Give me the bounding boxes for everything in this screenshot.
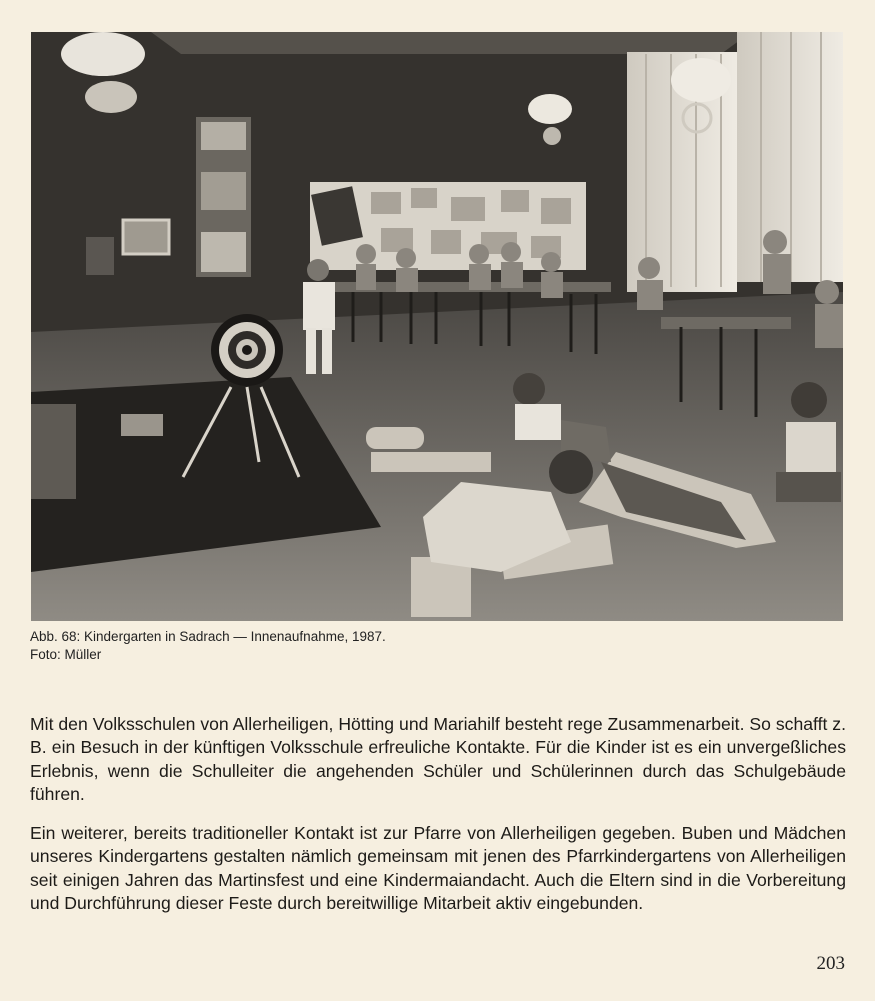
caption-title: Abb. 68: Kindergarten in Sadrach — Innenaufnahme, 1987. [30, 629, 386, 644]
photo-credit: Foto: Müller [30, 647, 102, 662]
paragraph-parish: Ein weiterer, bereits traditioneller Kontakt ist zur Pfarre von Allerheiligen gegeben. Buben und Mädchen unseres Kindergartens gestalten nämlich gemeinsam mit jenen des Pfarrkindergartens von Allerheiligen seit einigen Jahren das Martinsfest und eine Kindermaiandacht. Auch die Eltern sind in die Vorbereitung und Durchführung dieser Feste durch bereitwillige Mitarbeit aktiv eingebunden. [30, 823, 846, 913]
figure-caption [30, 628, 386, 664]
page-number: 203 [816, 953, 845, 974]
kindergarten-photo [31, 32, 843, 621]
paragraph-schools: Mit den Volksschulen von Allerheiligen, Hötting und Mariahilf besteht rege Zusammenarbeit. So schafft z. B. ein Besuch in der künftigen Volksschule erfreuliche Kontakte. Für die Kinder ist es ein unvergeßliches Erlebnis, wenn die Schulleiter die angehenden Schüler und Schülerinnen durch das Schulgebäude führen. [30, 714, 846, 804]
